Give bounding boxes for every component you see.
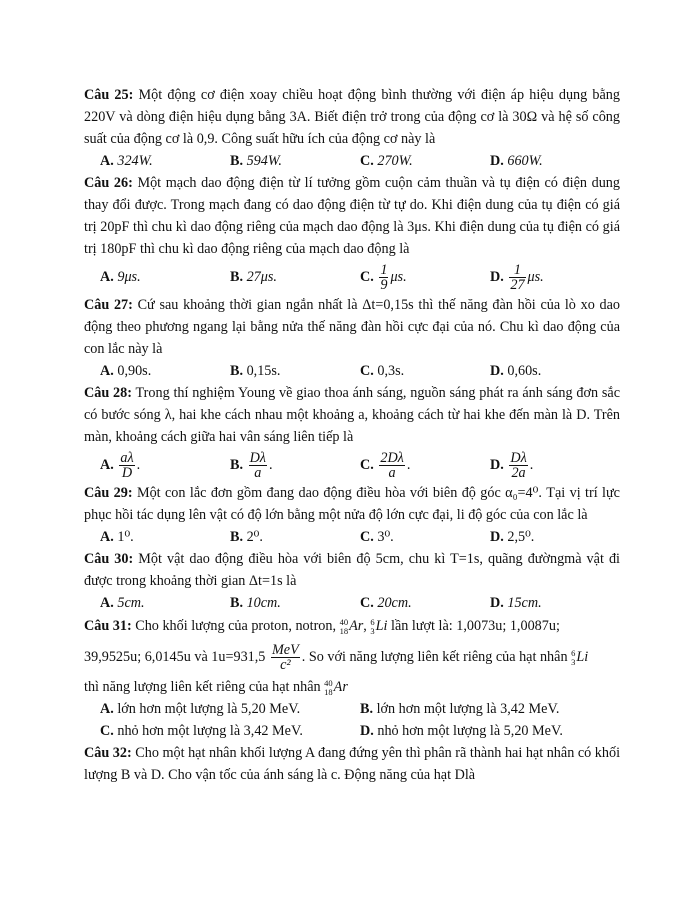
question-text: Cho một hạt nhân khối lượng A đang đứng yên thì phân rã thành hai hạt nhân có khối lượng B và D. Cho vận tốc của ánh sáng là c. Động năng của hạt Dlà bbox=[84, 745, 621, 783]
option-c[interactable]: C. $\frac{2D\lambda}{a}$ . bbox=[360, 450, 411, 482]
question-32 bbox=[84, 742, 620, 786]
question-text: Một con lắc đơn gồm đang dao động điều hòa với biên độ góc α₀=4⁰. Tại vị trí lực phục hồi tác dụng lên vật có độ lớn bằng một nửa độ lớn cực đại, li độ góc của con lắc là bbox=[84, 485, 620, 523]
question-text: Một động cơ điện xoay chiều hoạt động bình thường với điện áp hiệu dụng bằng 220V và dòng điện hiệu dụng bằng 3A. Biết điện trở trong của động cơ là 30Ω và hệ số công suất của động cơ là 0,9. Công suất hữu ích của động cơ này là bbox=[84, 87, 620, 147]
question-31-cont: 39,9525u; 6,0145u và 1u=931,5 $\frac{\text{MeV}}{\text{c²}}$ . So với năng lượng liên kết riêng của hạt nhân 6 3 Li bbox=[84, 642, 589, 674]
question-25 bbox=[84, 84, 620, 150]
question-number: Câu 31: bbox=[84, 618, 132, 634]
question-number: Câu 27: bbox=[84, 297, 133, 313]
nuclide-notation: 40 18 bbox=[339, 616, 349, 636]
option-a[interactable]: A. lớn hơn một lượng là 5,20 MeV. bbox=[100, 701, 301, 717]
question-text: Trong thí nghiệm Young về giao thoa ánh sáng, nguồn sáng phát ra ánh sáng đơn sắc có bước sóng λ, hai khe cách nhau một khoảng a, khoảng cách từ hai khe đến màn là D. Trên màn, khoảng cách giữa hai vân sáng liên tiếp là bbox=[84, 385, 620, 445]
option-c[interactable]: C. $\frac{1}{9}$ μs. bbox=[360, 262, 407, 294]
options-27 bbox=[100, 360, 620, 382]
option-d[interactable]: D. 0,60s. bbox=[490, 363, 542, 379]
question-number: Câu 25: bbox=[84, 87, 134, 103]
option-b[interactable]: B. 2⁰. bbox=[230, 529, 263, 545]
fraction: $\frac{a\lambda}{D}$ bbox=[120, 450, 134, 482]
nuclide-notation: 6 3 bbox=[571, 647, 576, 667]
option-c[interactable]: C. 20cm. bbox=[360, 595, 412, 611]
option-a[interactable]: A. 1⁰. bbox=[100, 529, 134, 545]
question-text: Một mạch dao động điện từ lí tưởng gồm cuộn cảm thuần và tụ điện có điện dung thay đổi được. Trong mạch đang có dao động điện từ tự do. Khi điện dung của tụ điện có giá trị 20pF thì chu kì dao động riêng của mạch dao động là 3μs. Khi điện dung của tụ điện có giá trị 180pF thì chu kì dao động riêng của mạch dao động là bbox=[84, 175, 620, 257]
nuclide-notation: 6 3 bbox=[370, 616, 375, 636]
exam-page bbox=[84, 84, 620, 786]
options-25 bbox=[100, 150, 620, 172]
option-d[interactable]: D. $\frac{1}{27}$ μs. bbox=[490, 262, 544, 294]
option-d[interactable]: D. 660W. bbox=[490, 153, 543, 169]
question-31-end: thì năng lượng liên kết riêng của hạt nhân 40 18 Ar bbox=[84, 677, 348, 697]
option-b[interactable]: B. 27μs. bbox=[230, 269, 277, 285]
question-number: Câu 26: bbox=[84, 175, 133, 191]
option-b[interactable]: B. 0,15s. bbox=[230, 363, 281, 379]
question-text: Một vật dao động điều hòa với biên độ 5cm, chu kì T=1s, quãng đườngmà vật đi được trong khoảng thời gian Δt=1s là bbox=[84, 551, 620, 589]
question-26 bbox=[84, 172, 620, 260]
question-27 bbox=[84, 294, 620, 360]
option-a[interactable]: A. 324W. bbox=[100, 153, 153, 169]
options-28 bbox=[100, 448, 620, 482]
option-d[interactable]: D. 2,5⁰. bbox=[490, 529, 535, 545]
question-31: Câu 31: Cho khối lượng của proton, notron, 40 18 Ar, 6 3 Li lần lượt là: 1,0073u; 1,0087u; bbox=[84, 616, 560, 636]
option-d[interactable]: D. 15cm. bbox=[490, 595, 542, 611]
option-d[interactable]: D. nhỏ hơn một lượng là 5,20 MeV. bbox=[360, 723, 563, 739]
options-31-row2 bbox=[100, 720, 620, 742]
option-a[interactable]: A. $\frac{a\lambda}{D}$ . bbox=[100, 450, 141, 482]
option-d[interactable]: D. $\frac{D\lambda}{2a}$ . bbox=[490, 450, 534, 482]
option-b[interactable]: B. 594W. bbox=[230, 153, 282, 169]
question-number: Câu 29: bbox=[84, 485, 133, 501]
option-c[interactable]: C. 3⁰. bbox=[360, 529, 394, 545]
option-a[interactable]: A. 5cm. bbox=[100, 595, 145, 611]
option-c[interactable]: C. nhỏ hơn một lượng là 3,42 MeV. bbox=[100, 723, 303, 739]
question-28 bbox=[84, 382, 620, 448]
option-b[interactable]: B. 10cm. bbox=[230, 595, 281, 611]
option-a[interactable]: A. 9μs. bbox=[100, 269, 141, 285]
options-31-row1 bbox=[100, 698, 620, 720]
option-b[interactable]: B. lớn hơn một lượng là 3,42 MeV. bbox=[360, 701, 560, 717]
options-26 bbox=[100, 260, 620, 294]
option-a[interactable]: A. 0,90s. bbox=[100, 363, 152, 379]
question-number: Câu 30: bbox=[84, 551, 134, 567]
fraction: $\frac{\text{MeV}}{\text{c²}}$ bbox=[271, 642, 299, 674]
question-number: Câu 28: bbox=[84, 385, 132, 401]
option-c[interactable]: C. 0,3s. bbox=[360, 363, 405, 379]
nuclide-notation: 40 18 bbox=[324, 677, 333, 697]
question-29 bbox=[84, 482, 620, 526]
fraction: $\frac{1}{9}$ bbox=[380, 262, 388, 294]
question-number: Câu 32: bbox=[84, 745, 132, 761]
fraction: $\frac{2D\lambda}{a}$ bbox=[380, 450, 404, 482]
option-b[interactable]: B. $\frac{D\lambda}{a}$ . bbox=[230, 450, 273, 482]
fraction: $\frac{D\lambda}{2a}$ bbox=[510, 450, 527, 482]
fraction: $\frac{D\lambda}{a}$ bbox=[249, 450, 266, 482]
option-c[interactable]: C. 270W. bbox=[360, 153, 413, 169]
fraction: $\frac{1}{27}$ bbox=[510, 262, 525, 294]
question-text: Cứ sau khoảng thời gian ngắn nhất là Δt=0,15s thì thế năng đàn hồi của lò xo dao động theo phương ngang lại bằng nửa thế năng đàn hồi cực đại của nó. Chu kì dao động của con lắc này là bbox=[84, 297, 620, 357]
options-30 bbox=[100, 592, 620, 614]
options-29 bbox=[100, 526, 620, 548]
question-30 bbox=[84, 548, 620, 592]
